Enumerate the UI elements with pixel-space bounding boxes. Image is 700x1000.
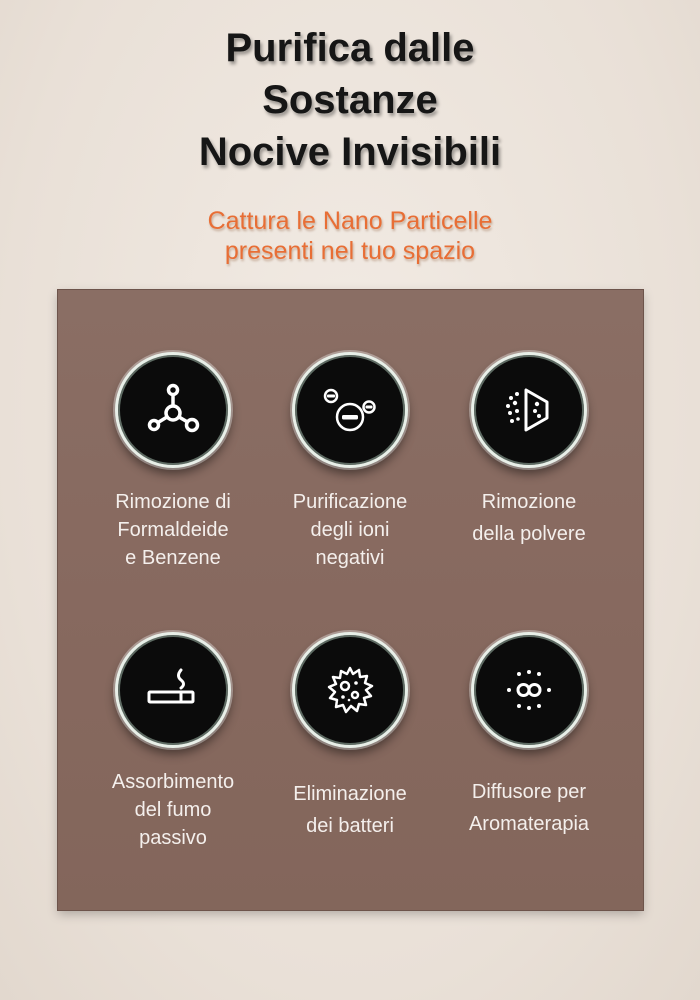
feature-label-line: dei batteri (306, 815, 394, 837)
feature-label-aroma (434, 778, 624, 838)
negative-ions-icon (318, 378, 382, 442)
bacteria-icon (318, 658, 382, 722)
feature-circle-smoke (115, 632, 231, 748)
dust-filter-icon (497, 378, 561, 442)
feature-circle-bacteria (292, 632, 408, 748)
feature-label-line: Rimozione (481, 491, 577, 513)
title-line: Purifica dalle (225, 26, 475, 70)
molecule-icon (141, 378, 205, 442)
feature-circle-aroma (471, 632, 587, 748)
features-panel (58, 290, 643, 910)
subtitle-line: Cattura le Nano Particelle (207, 207, 493, 235)
page-title (0, 22, 700, 178)
feature-circle-dust (471, 352, 587, 468)
feature-label-bacteria (255, 780, 445, 840)
feature-circle-negative-ions (292, 352, 408, 468)
feature-label-line: Formaldeide (117, 519, 229, 541)
feature-label-line: Assorbimento (111, 771, 235, 793)
feature-label-line: della polvere (472, 523, 586, 545)
feature-label-formaldehyde (78, 488, 268, 572)
subtitle (0, 206, 700, 266)
aroma-diffuser-icon (497, 658, 561, 722)
feature-label-line: Diffusore per (471, 781, 587, 803)
feature-label-line: Purificazione (292, 491, 408, 513)
feature-circle-formaldehyde (115, 352, 231, 468)
title-line: Nocive Invisibili (198, 130, 502, 174)
feature-label-line: Rimozione di (115, 491, 231, 513)
subtitle-line: presenti nel tuo spazio (224, 237, 476, 265)
feature-label-line: Aromaterapia (468, 813, 590, 835)
feature-label-line: del fumo (134, 799, 212, 821)
feature-label-line: Eliminazione (293, 783, 407, 805)
feature-label-smoke (78, 768, 268, 852)
feature-label-line: e Benzene (125, 547, 221, 569)
cigarette-icon (141, 658, 205, 722)
title-line: Sostanze (262, 78, 438, 122)
feature-label-line: passivo (139, 827, 207, 849)
feature-label-negative-ions (255, 488, 445, 572)
feature-label-dust (434, 488, 624, 548)
feature-label-line: degli ioni (310, 519, 390, 541)
feature-label-line: negativi (315, 547, 385, 569)
